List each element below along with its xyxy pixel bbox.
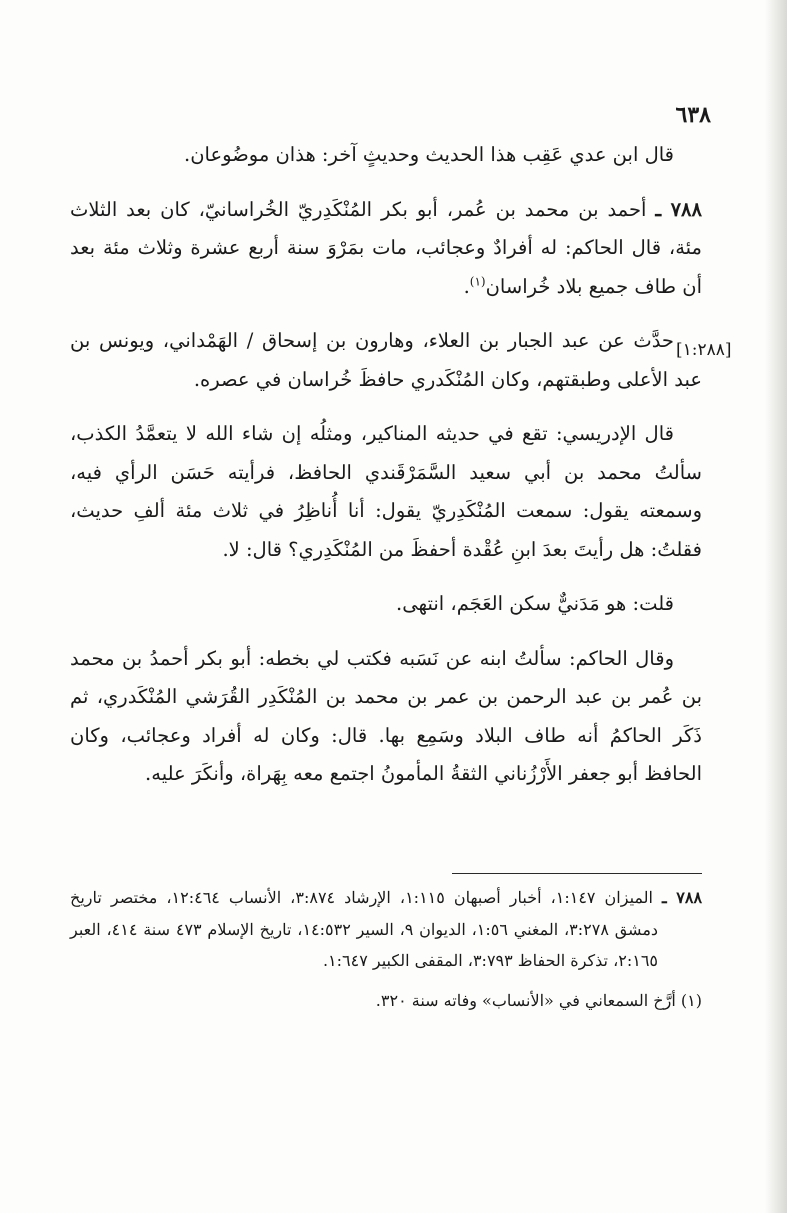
footnote-reference[interactable]: (١) <box>469 274 486 288</box>
footnote-sources-text: الميزان ١:١٤٧، أخبار أصبهان ١:١١٥، الإرشاد ٣:٨٧٤، الأنساب ١٢:٤٦٤، مختصر تاريخ دمشق ٣:٢٧٨، المغني ١:٥٦، الديوان ٩، السير ١٤:٥٣٢، تاريخ الإسلام ٤٧٣ سنة ٤١٤، العبر ٢:١٦٥، تذكرة الحفاظ ٣:٧٩٣، المقفى الكبير ١:٦٤٧. <box>70 888 659 970</box>
main-text <box>70 136 702 810</box>
paragraph-comment: قلت: هو مَدَنيٌّ سكن العَجَم، انتهى. <box>396 592 674 615</box>
biography-entry-text: أحمد بن محمد بن عُمر، أبو بكر المُنْكَدِريّ الخُراسانيّ، كان بعد الثلاث مئة، قال الحاكم: له أفرادٌ وعجائب، مات بمَرْوَ سنة أربع عشرة وثلاث مئة بعد أن طاف جميع بلاد خُراسان <box>70 197 702 298</box>
footnote-divider <box>452 873 702 874</box>
footnote-1-text: أرَّخ السمعاني في «الأنساب» وفاته سنة ٣٢٠. <box>375 990 676 1010</box>
entry-number: ٧٨٨ ـ <box>655 197 702 221</box>
footnote-sources-number: ٧٨٨ ـ <box>662 888 703 907</box>
footnotes-section <box>70 882 702 1024</box>
paragraph-idrisi: قال الإدريسي: تقع في حديثه المناكير، ومثلُه إن شاء الله لا يتعمَّدُ الكذب، سألتُ محمد بن أبي سعيد السَّمَرْقَندي الحافظ، فرأيته حَسَن الرأي فيه، وسمعته يقول: سمعت المُنْكَدِريّ يقول: أنا أُناظِرُ في ثلاث مئة ألفِ حديث، فقلتُ: هل رأيتَ بعدَ ابنِ عُقْدة أحفظَ من المُنْكَدِري؟ قال: لا. <box>70 422 702 561</box>
paragraph-narrators: حدَّث عن عبد الجبار بن العلاء، وهارون بن إسحاق / الهَمْداني، ويونس بن عبد الأعلى وطبقتهم، وكان المُنْكَدري حافظَ خُراسان في عصره. <box>70 329 702 391</box>
footnote-1-marker: (١) <box>680 990 702 1010</box>
paragraph-hakim: وقال الحاكم: سألتُ ابنه عن نَسَبه فكتب لي بخطه: أبو بكر أحمدُ بن محمد بن عُمر بن عبد الرحمن بن عمر بن محمد بن المُنْكَدِر القُرَشي المُنْكَدري، ثم ذَكَر الحاكمُ أنه طاف البلاد وسَمِع بها. قال: وكان له أفراد وعجائب، وكان الحافظ أبو جعفر الأَرْزُناني الثقةُ المأمونُ اجتمع معه بِهَراة، وأنكَرَ عليه. <box>70 646 702 785</box>
page-edge-shadow <box>765 0 787 1213</box>
biography-entry-heading: ٧٨٨ ـ أحمد بن محمد بن عُمر، أبو بكر المُنْكَدِريّ الخُراسانيّ، كان بعد الثلاث مئة، قال الحاكم: له أفرادٌ وعجائب، مات بمَرْوَ سنة أربع عشرة وثلاث مئة بعد أن طاف جميع بلاد خُراسان$^{(١)}$. <box>70 197 702 298</box>
page-number: ٦٣٨ <box>675 102 711 128</box>
footnote-1 <box>70 985 702 1017</box>
paragraph-intro: قال ابن عدي عَقِب هذا الحديث وحديثٍ آخر: هذان موضُوعان. <box>184 143 674 166</box>
manuscript-reference-note: [١:٢٨٨] <box>676 340 732 360</box>
footnote-sources <box>70 882 702 977</box>
